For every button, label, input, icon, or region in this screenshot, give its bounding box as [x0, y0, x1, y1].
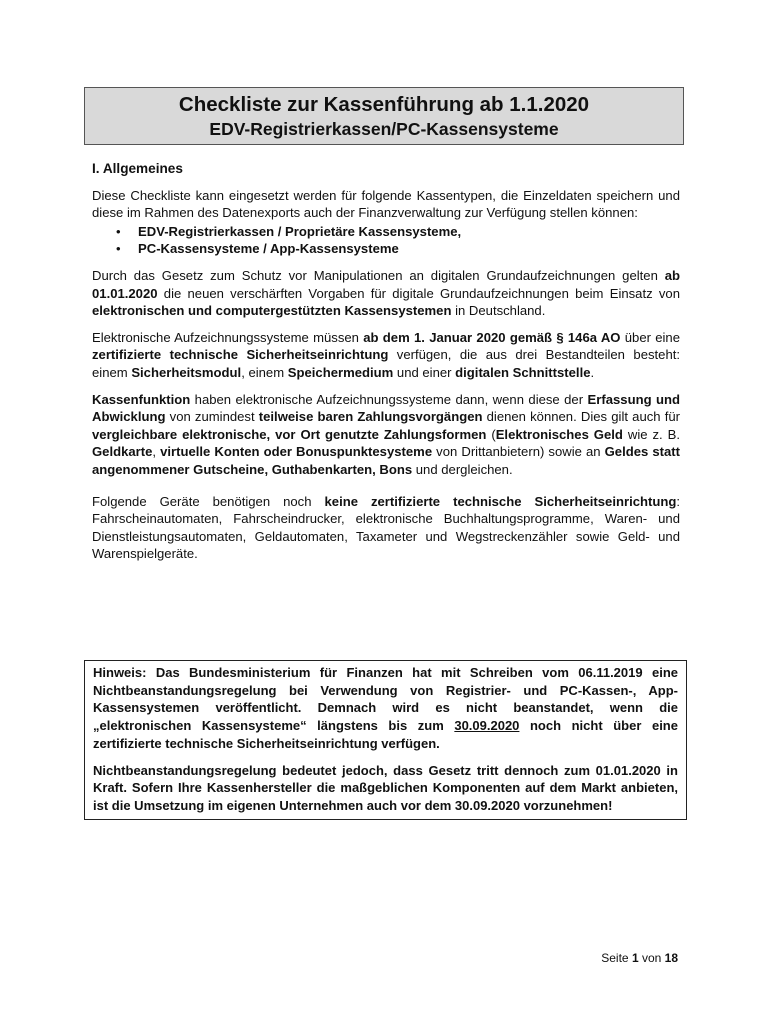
- bold-text: Sicherheitsmodul: [131, 364, 242, 380]
- text: Seite: [601, 951, 632, 965]
- text: über eine: [620, 329, 680, 345]
- bold-text: zertifizierte technische Sicherheitseinrichtung: [92, 347, 389, 363]
- document-title: Checkliste zur Kassenführung ab 1.1.2020: [178, 93, 590, 116]
- deadline-date: 30.09.2020: [454, 718, 520, 734]
- bold-text: teilweise baren Zahlungsvorgängen: [258, 409, 483, 425]
- text: Folgende Geräte benötigen noch: [92, 493, 325, 509]
- bold-text: Geldes statt angenommener Gutscheine, Guthabenkarten, Bons: [92, 444, 680, 477]
- title-box: [84, 87, 684, 145]
- notice-box: [84, 660, 687, 820]
- current-page: 1: [631, 951, 639, 965]
- bold-text: elektronischen und computergestützten Kassensystemen: [92, 303, 452, 319]
- section-heading: I. Allgemeines: [92, 161, 183, 176]
- cash-function-paragraph: [92, 391, 680, 479]
- requirements-paragraph: [92, 329, 680, 382]
- bold-text: Geldkarte: [92, 444, 153, 460]
- text: Durch das Gesetz zum Schutz vor Manipulationen an digitalen Grundaufzeichnungen gelten: [92, 267, 665, 283]
- text: (: [486, 426, 496, 442]
- page-number: [601, 951, 678, 965]
- text: dienen können. Dies gilt auch für: [482, 409, 680, 425]
- bold-text: digitalen Schnittstelle: [455, 364, 591, 380]
- text: die neuen verschärften Vorgaben für digitale Grundaufzeichnungen beim Einsatz von: [157, 285, 680, 301]
- text: verfügen, die aus drei Bestandteilen besteht: einem: [92, 347, 681, 380]
- law-paragraph: [92, 267, 680, 320]
- text: von Drittanbietern) sowie an: [432, 444, 605, 460]
- list-item: • PC-Kassensysteme / App-Kassensysteme: [138, 240, 680, 258]
- total-pages: 18: [664, 951, 678, 965]
- text: : Fahrscheinautomaten, Fahrscheindrucker, elektronische Buchhaltungsprogramme, Waren- und Dienstleistungsautomaten, Geldautomaten, Taxameter und Wegstreckenzähler sowie Geld- und Warenspielgeräte.: [92, 493, 680, 562]
- bold-text: virtuelle Konten oder Bonuspunktesysteme: [160, 444, 433, 460]
- main-content: [92, 160, 680, 572]
- exempt-devices-paragraph: [92, 493, 680, 563]
- text: und einer: [393, 364, 456, 380]
- intro-paragraph: Diese Checkliste kann eingesetzt werden für folgende Kassentypen, die Einzeldaten speichern und diese im Rahmen des Datenexports auch der Finanzverwaltung zur Verfügung stellen können:: [92, 187, 680, 221]
- notice-paragraph: Nichtbeanstandungsregelung bedeutet jedoch, dass Gesetz tritt dennoch zum 01.01.2020 in Kraft. Sofern Ihre Kassenhersteller die maßgeblichen Komponenten auf dem Markt anbieten, ist die Umsetzung im eigenen Unternehmen auch vor dem 30.09.2020 vorzunehmen!: [93, 762, 678, 813]
- text: .: [590, 364, 595, 380]
- bold-text: Speichermedium: [287, 364, 394, 380]
- text: noch nicht über eine zertifizierte technische Sicherheitseinrichtung verfügen.: [93, 718, 678, 751]
- bold-text: vergleichbare elektronische, vor Ort genutzte Zahlungsformen: [92, 426, 487, 442]
- bold-text: Kassenfunktion: [92, 391, 191, 407]
- bold-text: Elektronisches Geld: [495, 426, 623, 442]
- text: ,: [152, 444, 161, 460]
- notice-paragraph: [93, 664, 678, 753]
- text: und dergleichen.: [412, 461, 513, 477]
- text: in Deutschland.: [451, 303, 546, 319]
- document-subtitle: EDV-Registrierkassen/PC-Kassensysteme: [209, 119, 559, 139]
- bold-text: Erfassung und Abwicklung: [92, 391, 680, 425]
- list-item: • EDV-Registrierkassen / Proprietäre Kassensysteme,: [138, 223, 680, 241]
- text: Hinweis: Das Bundesministerium für Finanzen hat mit Schreiben vom 06.11.2019 eine Nichtbeanstandungsregelung bei Verwendung von Registrier- und PC-Kassen-, App-Kassensystemen veröffentlicht. Demnach wird es nicht beanstandet, wenn die „elektronischen Kassensysteme“ längstens bis zum: [93, 665, 678, 734]
- bold-text: keine zertifizierte technische Sicherheitseinrichtung: [324, 493, 677, 509]
- bold-text: ab dem 1. Januar 2020 gemäß § 146a AO: [363, 329, 621, 345]
- text: von: [638, 951, 665, 965]
- text: , einem: [241, 364, 288, 380]
- text: wie z. B.: [622, 426, 680, 442]
- text: von zumindest: [165, 409, 259, 425]
- text: Elektronische Aufzeichnungssysteme müssen: [92, 329, 364, 345]
- bold-text: ab 01.01.2020: [92, 267, 680, 301]
- text: haben elektronische Aufzeichnungssysteme dann, wenn diese der: [190, 391, 588, 407]
- cash-register-type-list: [92, 223, 680, 258]
